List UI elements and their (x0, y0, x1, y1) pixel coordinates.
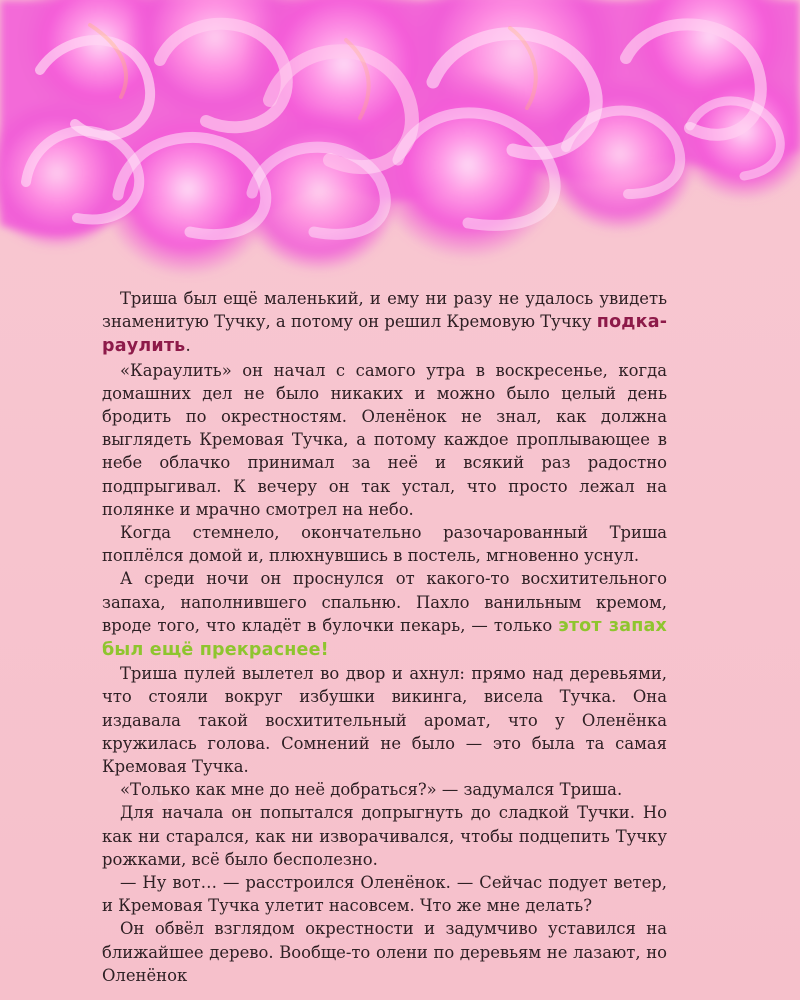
paragraph-5: Триша пулей вылетел во двор и ахнул: прямо над деревьями, что стояли вокруг избушки викинга, висела Тучка. Она издавала такой восхитительный аромат, что у Оленёнка кружилась голова. Сомнений не было — это была та самая Кремовая Тучка. (102, 664, 667, 777)
pink-flower-painting (0, 0, 800, 300)
paragraph-7: Для начала он попытался допрыгнуть до сладкой Тучки. Но как ни старался, как ни изворачивался, чтобы подцепить Тучку рожками, всё было бесполезно. (102, 803, 667, 869)
paragraph-4 (102, 567, 667, 662)
highlight-zapakh: этот запах был ещё прекраснее! (102, 615, 667, 661)
paragraph-6: «Только как мне до неё добраться?» — задумался Триша. (120, 780, 623, 800)
paragraph-1 (102, 287, 667, 359)
paragraph-4-text-before: А среди ночи он проснулся от какого-то восхитительного запаха, наполнившего спальню. Пахло ванильным кремом, вроде того, что кладёт в булочки пекарь, — только (102, 569, 667, 635)
highlight-podkaraulit: подкараулить (102, 312, 667, 357)
paragraph-9: Он обвёл взглядом окрестности и задумчиво уставился на ближайшее дерево. Вообще-то олени по деревьям не лазают, но Оленёнок (102, 919, 667, 985)
paragraph-1-text-before: Триша был ещё маленький, и ему ни разу не удалось увидеть знаменитую Тучку, а потому он решил Кремовую Тучку (102, 289, 667, 332)
paragraph-1-text-after: . (185, 336, 191, 356)
paragraph-3: Когда стемнело, окончательно разочарованный Триша поплёлся домой и, плюхнувшись в постель, мгновенно уснул. (102, 523, 667, 566)
story-text (102, 287, 667, 987)
paragraph-2: «Караулить» он начал с самого утра в воскресенье, когда домашних дел не было никаких и можно было целый день бродить по окрестностям. Оленёнок не знал, как должна выглядеть Кремовая Тучка, а потому каждое проплывающее в небе облачко принимал за неё и всякий раз радостно подпрыгивал. К вечеру он так устал, что просто лежал на полянке и мрачно смотрел на небо. (102, 360, 667, 519)
paragraph-8: — Ну вот… — расстроился Оленёнок. — Сейчас подует ветер, и Кремовая Тучка улетит насовсем. Что же мне делать? (102, 873, 667, 916)
